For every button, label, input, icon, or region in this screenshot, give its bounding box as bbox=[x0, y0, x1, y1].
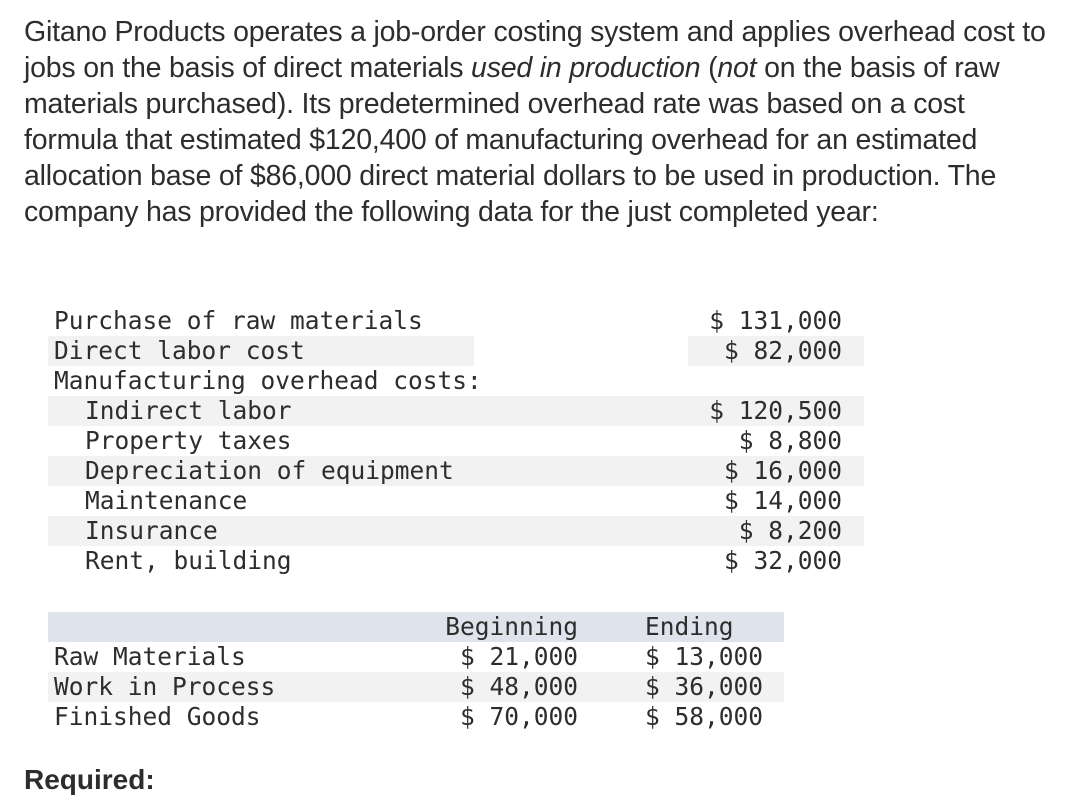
inventory-balances-table bbox=[48, 612, 784, 732]
cost-amount: $ 16,000 bbox=[723, 456, 842, 485]
cost-row-property-taxes bbox=[48, 426, 864, 456]
cost-row-depreciation bbox=[48, 456, 864, 486]
cost-row-maintenance bbox=[48, 486, 864, 516]
intro-emphasis-used-in-production: used in production bbox=[471, 52, 701, 84]
inventory-label: Raw Materials bbox=[54, 642, 246, 671]
cost-row-direct-labor bbox=[48, 336, 864, 366]
cost-row-indirect-labor bbox=[48, 396, 864, 426]
cost-label: Purchase of raw materials bbox=[54, 306, 423, 335]
inventory-row-finished-goods bbox=[48, 702, 784, 732]
cost-row-overhead-heading bbox=[48, 366, 864, 396]
inventory-beginning-value: $ 21,000 bbox=[459, 642, 578, 671]
column-header-beginning: Beginning bbox=[445, 612, 578, 641]
intro-emphasis-not: not bbox=[717, 52, 757, 84]
cost-label: Insurance bbox=[85, 516, 218, 545]
cost-row-raw-materials-purchases bbox=[48, 306, 864, 336]
intro-text-1: Gitano Products operates a job-order costing system and applies overhead cost to jobs on the basis of direct materials bbox=[24, 16, 1046, 84]
cost-label: Property taxes bbox=[85, 426, 292, 455]
cost-amount: $ 131,000 bbox=[709, 306, 842, 335]
cost-amount: $ 120,500 bbox=[709, 396, 842, 425]
inventory-label: Work in Process bbox=[54, 672, 276, 701]
cost-amount: $ 8,200 bbox=[738, 516, 842, 545]
column-header-ending: Ending bbox=[645, 612, 734, 641]
intro-text-3: on the basis of raw materials purchased). Its predetermined overhead rate was based on a cost formula that estimated $120,400 of manufacturing overhead for an estimated allocation base of $86,000 direct material dollars to be used in production. The company has provided the following data for the just completed year: bbox=[24, 52, 1000, 228]
cost-label: Depreciation of equipment bbox=[85, 456, 454, 485]
inventory-header-row bbox=[48, 612, 784, 642]
inventory-ending-value: $ 58,000 bbox=[644, 702, 763, 731]
inventory-ending-value: $ 13,000 bbox=[644, 642, 763, 671]
cost-label: Manufacturing overhead costs: bbox=[54, 366, 482, 395]
cost-label: Maintenance bbox=[85, 486, 248, 515]
inventory-beginning-value: $ 70,000 bbox=[459, 702, 578, 731]
cost-row-rent-building bbox=[48, 546, 864, 576]
intro-text-2: ( bbox=[700, 52, 718, 84]
cost-amount: $ 82,000 bbox=[723, 336, 842, 365]
cost-amount: $ 32,000 bbox=[723, 546, 842, 575]
inventory-ending-value: $ 36,000 bbox=[644, 672, 763, 701]
cost-label: Rent, building bbox=[85, 546, 292, 575]
required-heading-partial: Required: bbox=[24, 764, 155, 795]
inventory-label: Finished Goods bbox=[54, 702, 261, 731]
cost-amount: $ 14,000 bbox=[723, 486, 842, 515]
cost-amount: $ 8,800 bbox=[738, 426, 842, 455]
inventory-row-work-in-process bbox=[48, 672, 784, 702]
cost-data-table bbox=[48, 306, 864, 576]
inventory-row-raw-materials bbox=[48, 642, 784, 672]
cost-row-insurance bbox=[48, 516, 864, 546]
problem-statement bbox=[24, 14, 1054, 230]
cost-label: Direct labor cost bbox=[54, 336, 305, 365]
cost-label: Indirect labor bbox=[85, 396, 292, 425]
inventory-beginning-value: $ 48,000 bbox=[459, 672, 578, 701]
